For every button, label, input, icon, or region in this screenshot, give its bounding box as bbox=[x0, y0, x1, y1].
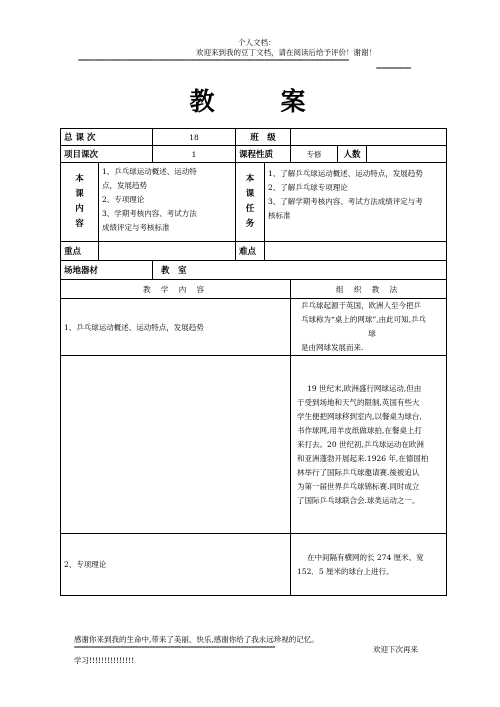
lesson-plan-table bbox=[60, 128, 447, 596]
table-row-item2 bbox=[61, 534, 447, 596]
student-count-label: 人数 bbox=[338, 146, 367, 163]
teaching-content-header: 教 学 内 容 bbox=[61, 280, 291, 299]
table-row-item1 bbox=[61, 299, 447, 356]
project-lessons-label: 项目课次 bbox=[61, 146, 153, 163]
title-char-right: 案 bbox=[280, 87, 316, 116]
teaching-item-1: 1、乒乓球运动概述、运动特点，发展趋势 bbox=[61, 299, 291, 356]
title-char-left: 教 bbox=[189, 87, 225, 116]
header-divider: ============================================================================================= bbox=[78, 58, 349, 64]
teaching-method-2: 在中间隔有横网的长 274 厘米、宽 152．5 厘米的球台上进行。 bbox=[291, 534, 447, 596]
table-row-content bbox=[61, 163, 447, 242]
venue-value: 教 室 bbox=[153, 261, 447, 280]
footer-welcome-back: 欢迎下次再来 bbox=[373, 645, 418, 654]
footer-study: 学习!!!!!!!!!!!!!!! bbox=[74, 656, 135, 665]
lesson-task-label: 本 课 任 务 bbox=[236, 163, 265, 242]
course-nature-label: 课程性质 bbox=[236, 146, 291, 163]
student-count-value bbox=[367, 146, 447, 163]
table-row-key bbox=[61, 242, 447, 261]
total-lessons-label: 总 课 次 bbox=[61, 129, 153, 146]
total-lessons-value: 18 bbox=[153, 129, 236, 146]
venue-label: 场地器材 bbox=[61, 261, 153, 280]
course-nature-value: 专修 bbox=[291, 146, 338, 163]
class-value bbox=[291, 129, 447, 146]
lesson-task-text: 1、了解乒乓球运动概述、运动特点，发展趋势 2、了解乒乓球专项理论 3、了解学期考核内容、考试方法成绩评定与考 核标准 bbox=[265, 163, 447, 242]
difficulty-label: 难点 bbox=[236, 242, 265, 261]
teaching-method-header: 组 织 教 法 bbox=[291, 280, 447, 299]
teaching-item-2: 2、专项理论 bbox=[61, 534, 291, 596]
footer-divider: ===================================================================== bbox=[74, 645, 275, 651]
page-title bbox=[60, 82, 445, 118]
header-personal-doc: 个人文档： bbox=[238, 38, 276, 47]
table-row-venue bbox=[61, 261, 447, 280]
footer-thanks: 感谢你来到我的生命中,带来了美丽、快乐,感谢你给了我永远珍视的记忆。 bbox=[74, 635, 319, 644]
key-point-value bbox=[99, 242, 236, 261]
table-row-item1-detail bbox=[61, 356, 447, 534]
project-lessons-value: 1 bbox=[153, 146, 236, 163]
lesson-content-text: 1、乒乓球运动概述、运动特 点，发展趋势 2、专项理论 3、学期考核内容、考试方法 成绩评定与考核标准 bbox=[99, 163, 236, 242]
header-divider-short: ============ bbox=[376, 66, 411, 72]
class-label: 班 级 bbox=[236, 129, 291, 146]
table-row-total bbox=[61, 129, 447, 146]
key-point-label: 重点 bbox=[61, 242, 99, 261]
table-row-section-headers bbox=[61, 280, 447, 299]
lesson-content-label: 本 课 内 容 bbox=[61, 163, 99, 242]
teaching-method-1: 乒乓球起源于英国，欧洲人至今把乒 乓球称为“桌上的网球”,由此可知,乒乓 球 是由网球发展而来. bbox=[291, 299, 447, 356]
header-welcome-text: 欢迎来到我的豆丁文档，请在阅读后给予评价！谢谢！ bbox=[196, 48, 376, 57]
teaching-method-1-detail: 19 世纪末,欧洲盛行网球运动,但由 于受到场地和天气的限制,英国有些大 学生便把网球移到室内,以餐桌为球台, 书作球网,用羊皮纸做球拍,在餐桌上打 来打去。20 世纪初,乒乓球运动在欧洲 和亚洲蓬勃开展起来.1926 年,在德国柏 林举行了国际乒乓球邀请赛.後被追认 为第一届世界乒乓球锦标赛.同时成立 了国际乒乓球联合会.球类运动之一。 bbox=[291, 356, 447, 534]
difficulty-value bbox=[265, 242, 447, 261]
teaching-item-1-blank bbox=[61, 356, 291, 534]
table-row-project bbox=[61, 146, 447, 163]
